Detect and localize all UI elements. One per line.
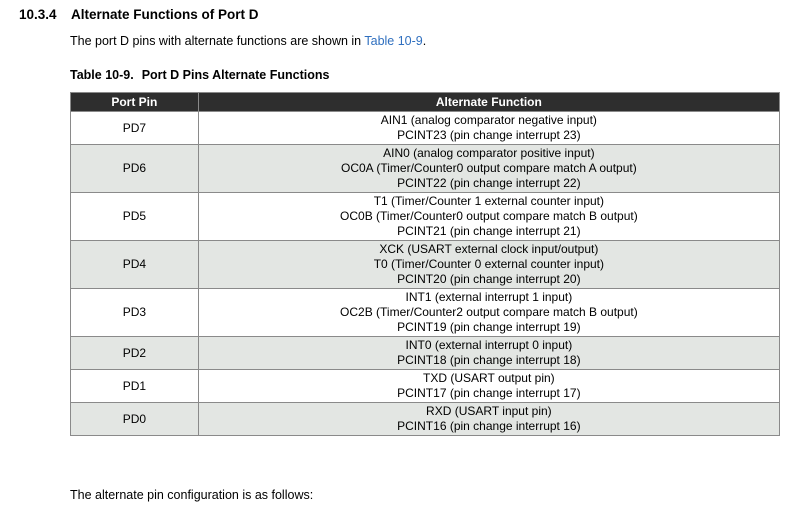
port-pin-cell: PD3	[71, 289, 199, 337]
alternate-function-cell	[198, 241, 779, 289]
port-pin-cell: PD1	[71, 370, 199, 403]
function-line: TXD (USART output pin)	[423, 371, 555, 385]
table-row	[71, 241, 780, 289]
intro-text: The port D pins with alternate functions are shown in	[70, 34, 365, 48]
function-line: PCINT22 (pin change interrupt 22)	[397, 176, 581, 190]
port-pin-cell: PD0	[71, 403, 199, 436]
port-d-pins-table	[70, 92, 780, 436]
intro-suffix: .	[422, 34, 427, 48]
alternate-function-cell	[198, 370, 779, 403]
port-pin-cell: PD4	[71, 241, 199, 289]
function-line: RXD (USART input pin)	[426, 404, 552, 418]
alternate-function-cell	[198, 112, 779, 145]
port-pin-cell: PD2	[71, 337, 199, 370]
configuration-intro-text: The alternate pin configuration is as follows:	[70, 488, 314, 502]
intro-paragraph	[70, 34, 426, 48]
port-pin-cell: PD6	[71, 145, 199, 193]
function-line: OC0A (Timer/Counter0 output compare match A output)	[341, 161, 637, 175]
function-line: PCINT20 (pin change interrupt 20)	[397, 272, 581, 286]
function-line: OC2B (Timer/Counter2 output compare match B output)	[340, 305, 638, 319]
header-alternate-function: Alternate Function	[198, 93, 779, 112]
section-title: Alternate Functions of Port D	[71, 7, 259, 22]
table-row	[71, 403, 780, 436]
alternate-function-cell	[198, 403, 779, 436]
function-line: PCINT23 (pin change interrupt 23)	[397, 128, 581, 142]
alternate-function-cell	[198, 193, 779, 241]
port-pin-cell: PD7	[71, 112, 199, 145]
function-line: INT0 (external interrupt 0 input)	[405, 338, 573, 352]
table-row	[71, 289, 780, 337]
function-line: INT1 (external interrupt 1 input)	[405, 290, 573, 304]
table-caption	[70, 68, 329, 82]
function-line: PCINT17 (pin change interrupt 17)	[397, 386, 581, 400]
function-line: AIN0 (analog comparator positive input)	[383, 146, 595, 160]
table-row	[71, 193, 780, 241]
function-line: PCINT19 (pin change interrupt 19)	[397, 320, 581, 334]
alternate-function-cell	[198, 145, 779, 193]
function-line: PCINT18 (pin change interrupt 18)	[397, 353, 581, 367]
function-line: PCINT16 (pin change interrupt 16)	[397, 419, 581, 433]
table-row	[71, 370, 780, 403]
function-line: T1 (Timer/Counter 1 external counter input)	[373, 194, 605, 208]
alternate-function-cell	[198, 337, 779, 370]
section-heading	[19, 7, 259, 22]
function-line: PCINT21 (pin change interrupt 21)	[397, 224, 581, 238]
table-reference-link[interactable]: Table 10-9	[364, 34, 423, 48]
port-pin-cell: PD5	[71, 193, 199, 241]
table-row	[71, 145, 780, 193]
table-caption-title: Port D Pins Alternate Functions	[141, 68, 330, 82]
table-row	[71, 112, 780, 145]
function-line: T0 (Timer/Counter 0 external counter input)	[373, 257, 605, 271]
function-line: OC0B (Timer/Counter0 output compare match B output)	[340, 209, 638, 223]
header-port-pin: Port Pin	[71, 93, 199, 112]
table-caption-number: Table 10-9.	[70, 68, 134, 82]
function-line: AIN1 (analog comparator negative input)	[380, 113, 597, 127]
table-header-row	[71, 93, 780, 112]
alternate-function-cell	[198, 289, 779, 337]
function-line: XCK (USART external clock input/output)	[379, 242, 599, 256]
table-row	[71, 337, 780, 370]
section-number: 10.3.4	[19, 7, 57, 22]
